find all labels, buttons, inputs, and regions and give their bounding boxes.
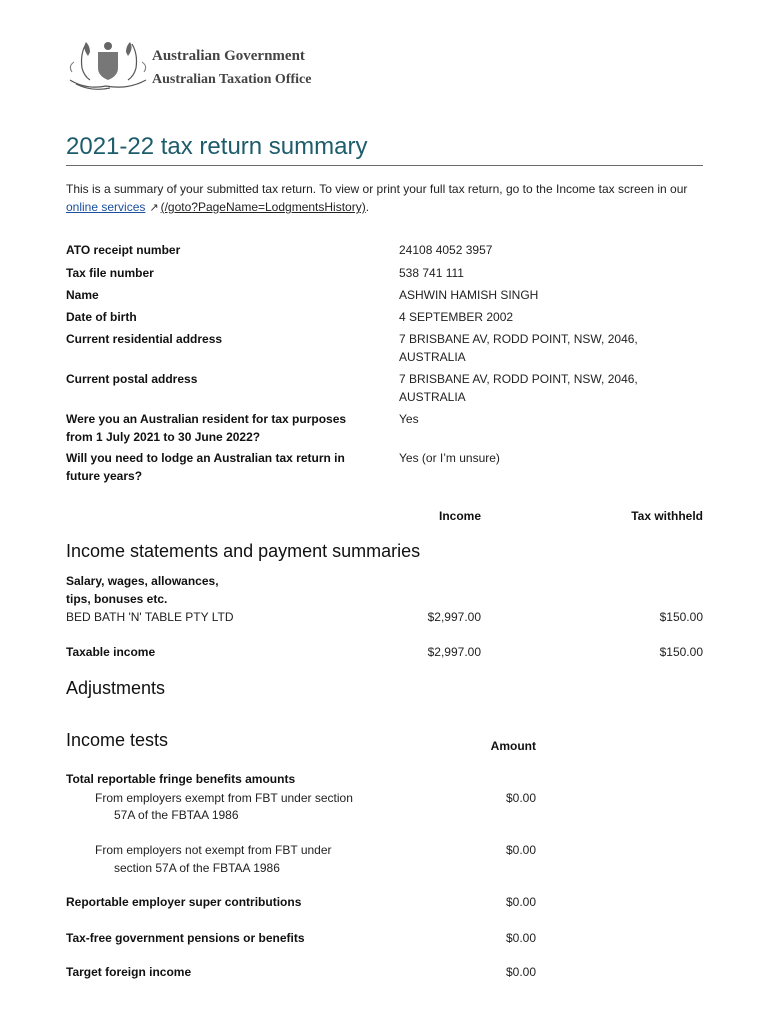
income-section-heading: Income statements and payment summaries [66, 541, 421, 561]
employer-tax-withheld: $150.00 [659, 610, 703, 624]
intro-paragraph: This is a summary of your submitted tax return. To view or print your full tax return, go to the Income tax screen in our online services ↗ (/goto?PageName=LodgmentsHistory). [66, 182, 688, 214]
super-contributions-value: $0.00 [505, 895, 536, 909]
foreign-income-value: $0.00 [505, 965, 536, 979]
detail-value: Yes [399, 412, 419, 426]
title-divider [66, 165, 703, 166]
online-services-link[interactable]: online services [66, 200, 146, 214]
tax-withheld-column-header: Tax withheld [631, 509, 703, 523]
page-title: 2021-22 tax return summary [66, 133, 368, 160]
income-column-header: Income [438, 509, 481, 523]
detail-value: Yes (or I’m unsure) [399, 451, 500, 465]
employer-name: BED BATH 'N' TABLE PTY LTD [66, 610, 234, 624]
fringe-not-exempt-label: From employers not exempt from FBT under [95, 843, 332, 857]
pensions-value: $0.00 [505, 931, 536, 945]
detail-label: Name [66, 288, 99, 302]
detail-value: ASHWIN HAMISH SINGH [399, 288, 539, 302]
fringe-not-exempt-value: $0.00 [505, 843, 536, 857]
link-path: (/goto?PageName=LodgmentsHistory) [160, 200, 366, 214]
detail-label: Current residential address [66, 332, 223, 346]
detail-value: 24108 4052 3957 [399, 243, 493, 257]
detail-value: 7 BRISBANE AV, RODD POINT, NSW, 2046, AUSTRALIA [399, 372, 638, 404]
detail-label: ATO receipt number [66, 243, 181, 257]
fringe-not-exempt-label-line2: section 57A of the FBTAA 1986 [114, 861, 280, 875]
employer-income: $2,997.00 [427, 610, 481, 624]
taxable-income-value: $2,997.00 [427, 645, 481, 659]
salary-category-label: Salary, wages, allowances, tips, bonuses etc. [66, 574, 219, 606]
fringe-benefits-label: Total reportable fringe benefits amounts [66, 772, 296, 786]
fringe-exempt-label-line2: 57A of the FBTAA 1986 [114, 808, 239, 822]
detail-label: Date of birth [66, 310, 137, 324]
detail-label: Were you an Australian resident for tax purposes from 1 July 2021 to 30 June 2022? [66, 412, 347, 444]
fringe-exempt-value: $0.00 [505, 791, 536, 805]
detail-value: 4 SEPTEMBER 2002 [399, 310, 514, 324]
detail-value: 538 741 111 [399, 266, 464, 280]
taxable-income-label: Taxable income [66, 645, 156, 659]
adjustments-heading: Adjustments [66, 678, 166, 698]
fringe-exempt-label: From employers exempt from FBT under section [95, 791, 353, 805]
detail-label: Will you need to lodge an Australian tax return in future years? [66, 451, 345, 483]
income-tests-heading: Income tests [66, 730, 169, 750]
external-link-icon: ↗ [149, 202, 159, 214]
detail-value: 7 BRISBANE AV, RODD POINT, NSW, 2046, AUSTRALIA [399, 332, 638, 364]
detail-label: Tax file number [66, 266, 154, 280]
foreign-income-label: Target foreign income [66, 965, 192, 979]
super-contributions-label: Reportable employer super contributions [66, 895, 302, 909]
detail-label: Current postal address [66, 372, 198, 386]
pensions-label: Tax-free government pensions or benefits [66, 931, 305, 945]
intro-text: This is a summary of your submitted tax return. To view or print your full tax return, go to the Income tax screen in our [66, 182, 688, 196]
agency-name-line1: Australian Government [152, 48, 305, 64]
amount-column-header: Amount [490, 739, 536, 753]
agency-name-line2: Australian Taxation Office [152, 72, 312, 87]
taxable-tax-withheld: $150.00 [659, 645, 703, 659]
